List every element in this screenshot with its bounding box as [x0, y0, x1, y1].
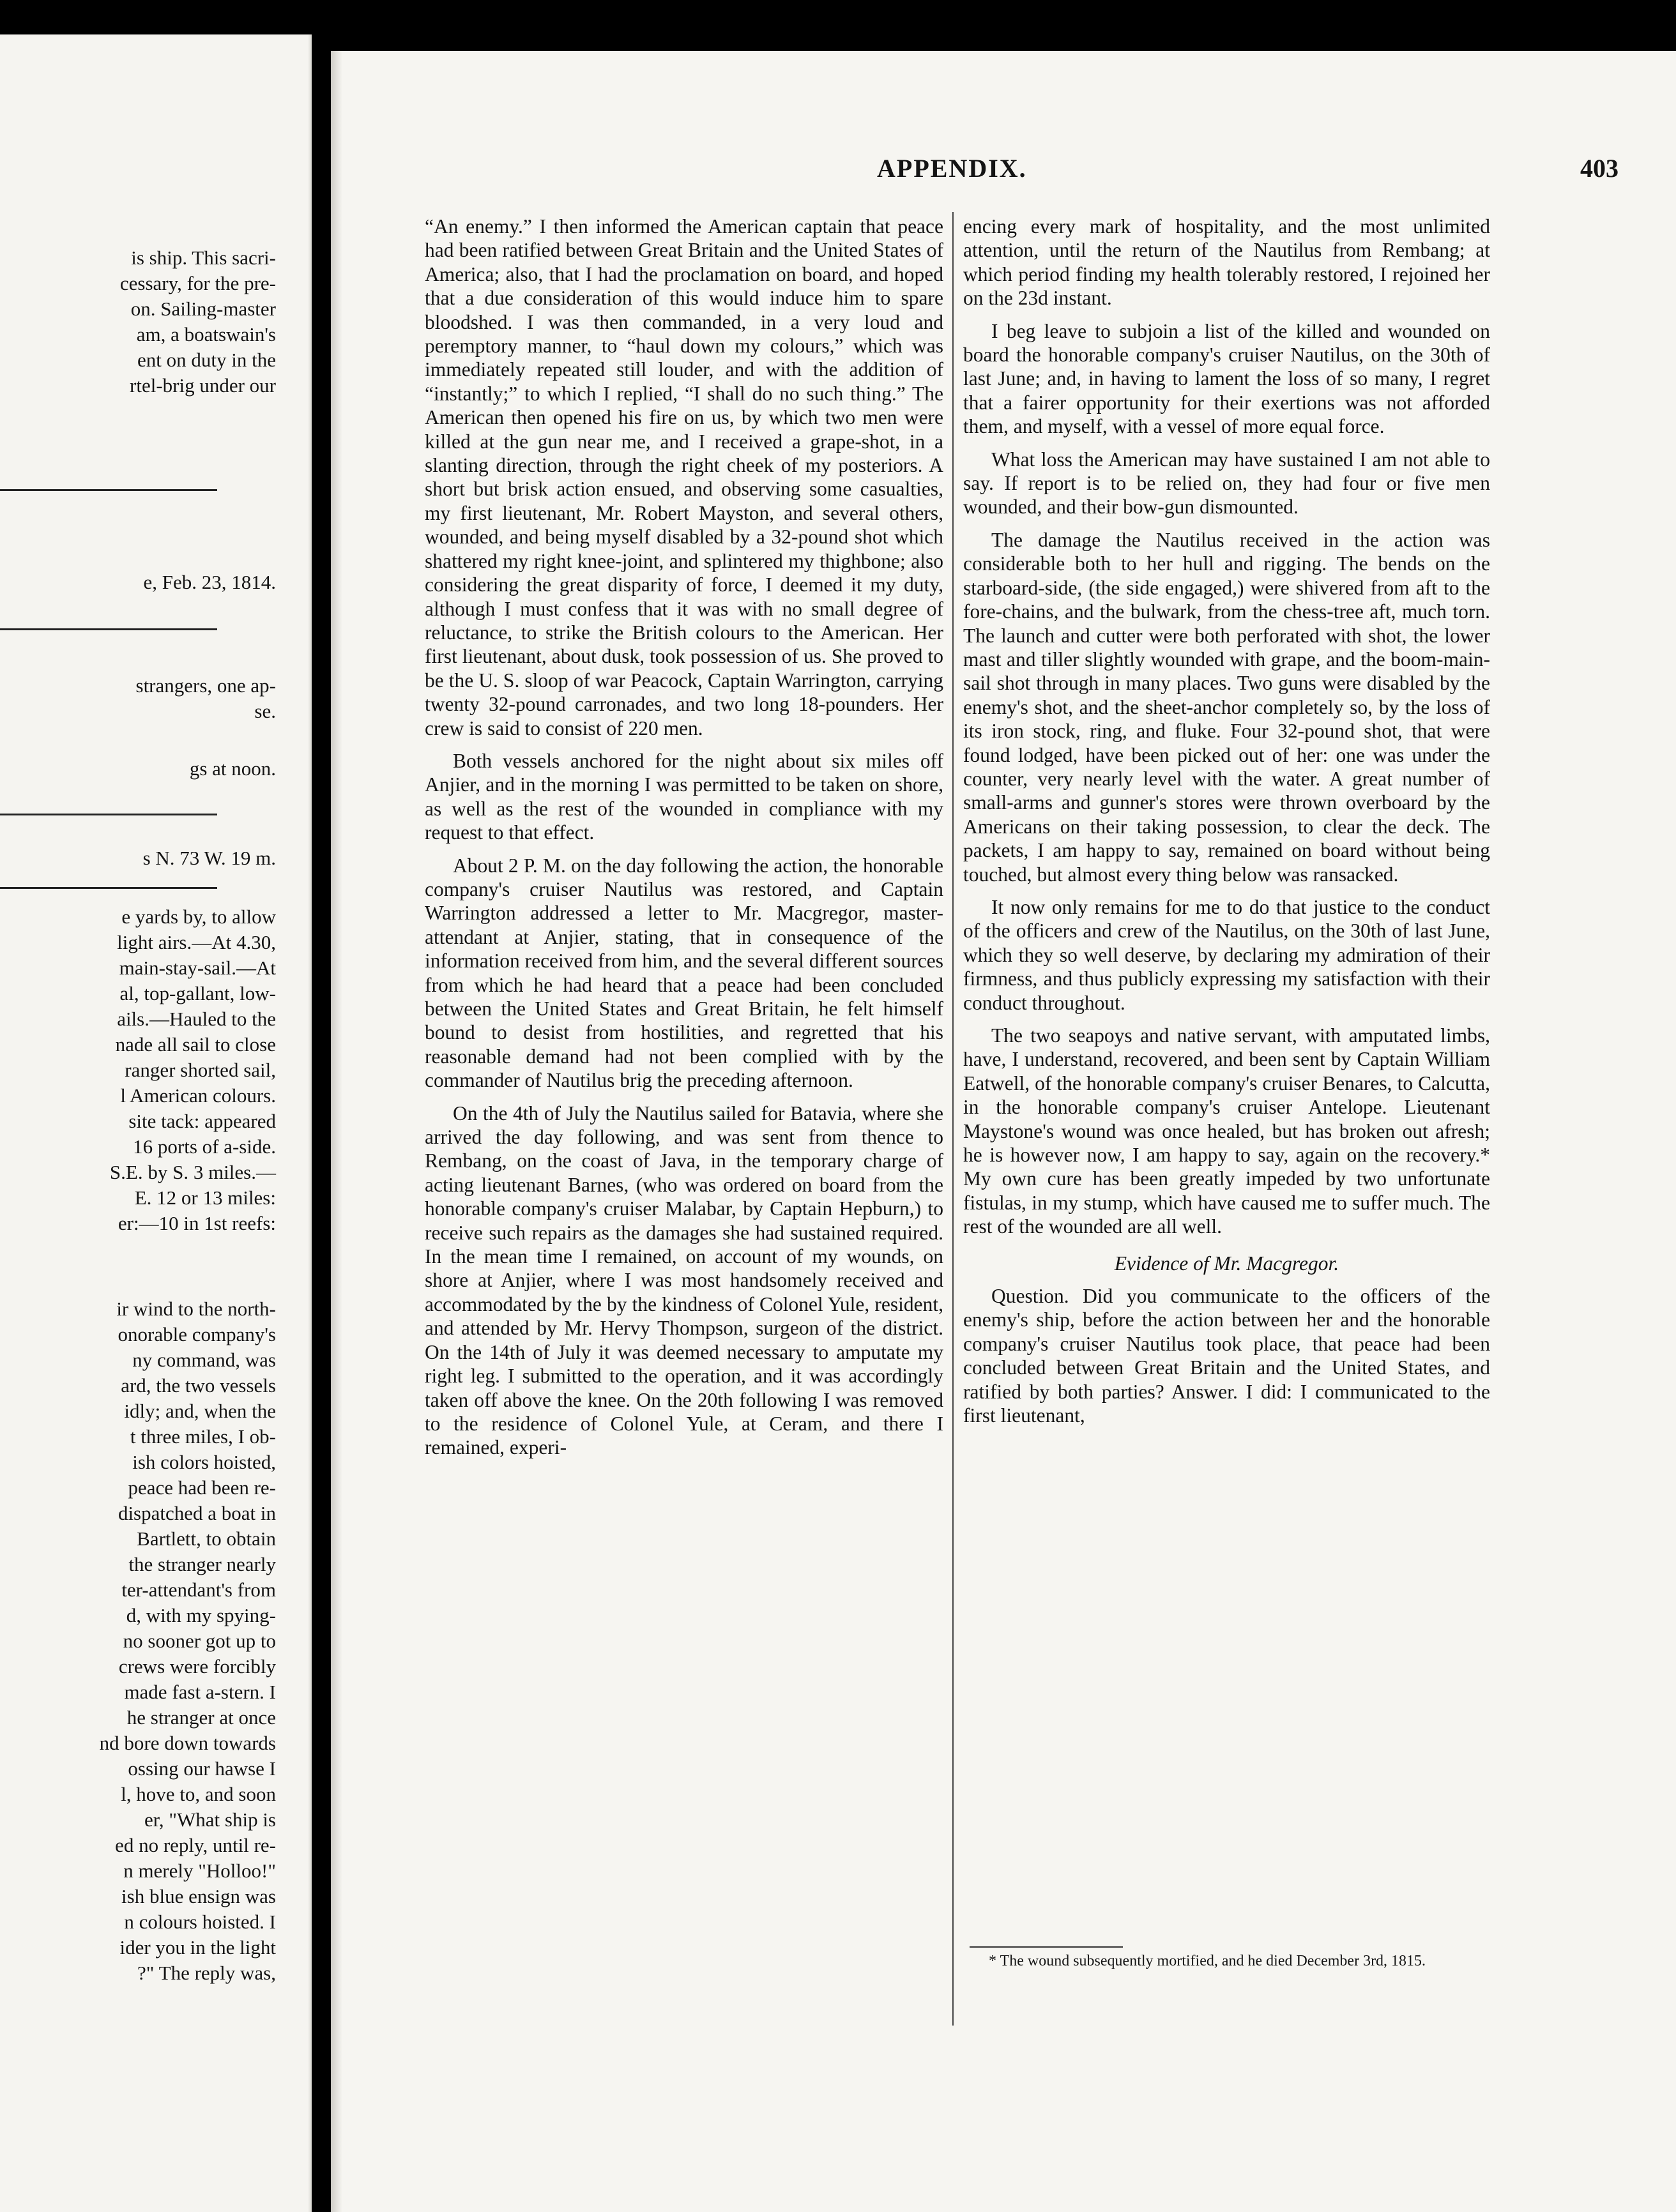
paragraph: It now only remains for me to do that justice to the conduct of the officers and crew of the Nautilus, on the 30th of last June, which they so well deserve, by declaring my admiration of their firmness, and thus publicly expressing my satisfaction with their conduct throughout. — [963, 895, 1490, 1014]
left-page-line: ter-attendant's from — [121, 1579, 276, 1601]
page-header — [331, 153, 1676, 192]
left-page-line: strangers, one ap- — [135, 674, 276, 697]
left-page-line: ?" The reply was, — [137, 1962, 276, 1984]
left-page-line: er, "What ship is — [144, 1808, 276, 1831]
left-page-line: e yards by, to allow — [121, 905, 276, 928]
left-page-line: 16 ports of a-side. — [133, 1135, 276, 1158]
left-page-line: ossing our hawse I — [128, 1757, 276, 1780]
left-page-line: peace had been re- — [128, 1476, 276, 1499]
paragraph: The damage the Nautilus received in the action was considerable both to her hull and rigging. The bends on the starboard-side, (the side engaged,) were shivered from aft to the fore-chains, and the bulwark, from the chess-tree aft, much torn. The launch and cutter were both perforated with shot, the lower mast and tiller slightly wounded with grape, and the boom-main-sail shot through in many places. Two guns were disabled by the enemy's shot, and the sheet-anchor completely so, by the loss of its iron stock, ring, and fluke. Four 32-pound shot, that were found lodged, have been picked out of her: one was under the counter, very nearly level with the water. A great number of small-arms and gunner's stores were thrown overboard by the Americans on their taking possession, to clear the deck. The packets, I am happy to say, remained on board without being touched, but almost every thing below was ransacked. — [963, 528, 1490, 886]
left-page-line: t three miles, I ob- — [130, 1425, 276, 1448]
left-page-line: am, a boatswain's — [136, 323, 276, 345]
left-page-line: no sooner got up to — [123, 1630, 276, 1652]
left-page-line: the stranger nearly — [128, 1553, 276, 1575]
paragraph: Question. Did you communicate to the officers of the enemy's ship, before the action between her and the honorable company's cruiser Nautilus took place, that peace had been concluded between Great Britain and the United States, and ratified by both parties? Answer. I did: I communicated to the first lieutenant, — [963, 1285, 1490, 1427]
left-page-line: onorable company's — [118, 1323, 276, 1345]
left-page-rule — [0, 489, 217, 491]
left-page-line: ranger shorted sail, — [125, 1059, 276, 1081]
left-page-line: ish blue ensign was — [121, 1885, 276, 1907]
left-page-rule — [0, 628, 217, 630]
paragraph: The two seapoys and native servant, with amputated limbs, have, I understand, recovered, and been sent by Captain William Eatwell, of the honorable company's cruiser Benares, to Calcutta, in the honorable company's cruiser Antelope. Lieutenant Maystone's wound was once healed, but has broken out afresh; he is however now, I am happy to say, again on the recovery.* My own cure has been greatly impeded by two unfortunate fistulas, in my stump, which have caused me to suffer much. The rest of the wounded are all well. — [963, 1024, 1490, 1238]
left-page-line: al, top-gallant, low- — [119, 982, 276, 1004]
left-page-line: Bartlett, to obtain — [137, 1527, 276, 1550]
left-page-rule — [0, 887, 217, 889]
left-page-line: l, hove to, and soon — [121, 1783, 276, 1805]
spine-shadow — [331, 51, 342, 2212]
left-page-line: ard, the two vessels — [121, 1374, 276, 1397]
left-page-line: crews were forcibly — [118, 1655, 276, 1678]
right-column — [963, 215, 1490, 1437]
left-page-line: E. 12 or 13 miles: — [134, 1186, 276, 1209]
page-number: 403 — [1580, 154, 1619, 183]
column-divider — [952, 212, 954, 2026]
paragraph: What loss the American may have sustained I am not able to say. If report is to be relied on, they had four or five men wounded, and their bow-gun dismounted. — [963, 448, 1490, 519]
left-page-line: ny command, was — [132, 1349, 276, 1371]
left-page-line: nade all sail to close — [115, 1033, 276, 1056]
left-page-line: ir wind to the north- — [116, 1298, 276, 1320]
left-page-line: d, with my spying- — [126, 1604, 276, 1626]
left-page-line: gs at noon. — [189, 757, 276, 780]
paragraph: encing every mark of hospitality, and the most unlimited attention, until the return of the Nautilus from Rembang; at which period finding my health tolerably restored, I rejoined her on the 23d instant. — [963, 215, 1490, 310]
running-head: APPENDIX. — [877, 154, 1027, 183]
section-heading: Evidence of Mr. Macgregor. — [1114, 1252, 1339, 1275]
paragraph: About 2 P. M. on the day following the action, the honorable company's cruiser Nautilus was restored, and Captain Warrington addressed a letter to Mr. Macgregor, master-attendant at Anjier, stating, that in consequence of the information received from him, and the several different sources from which he had heard that a peace had been concluded between the United States and Great Britain, he felt himself bound to desist from hostilities, and regretted that his reasonable demand had not been complied with by the commander of Nautilus brig the preceding afternoon. — [425, 854, 943, 1092]
left-page-line: ider you in the light — [119, 1936, 276, 1958]
left-page-line: on. Sailing-master — [130, 298, 276, 320]
left-page-line: idly; and, when the — [124, 1400, 276, 1422]
left-page-line: nd bore down towards — [99, 1732, 276, 1754]
left-page-line: dispatched a boat in — [118, 1502, 276, 1524]
left-facing-page — [0, 34, 312, 2212]
right-page — [331, 51, 1676, 2212]
left-page-line: er:—10 in 1st reefs: — [118, 1212, 276, 1234]
left-page-line: he stranger at once — [126, 1706, 276, 1729]
left-page-line: ent on duty in the — [137, 349, 276, 371]
left-page-rule — [0, 814, 217, 815]
footnote: * The wound subsequently mortified, and he died December 3rd, 1815. — [989, 1953, 1426, 1969]
left-page-line: ed no reply, until re- — [115, 1834, 276, 1856]
paragraph: Both vessels anchored for the night about six miles off Anjier, and in the morning I was permitted to be taken on shore, as well as the rest of the wounded in compliance with my request to that effect. — [425, 749, 943, 844]
left-page-line: S.E. by S. 3 miles.— — [109, 1161, 276, 1183]
left-page-line: light airs.—At 4.30, — [117, 931, 276, 953]
left-page-line: ish colors hoisted, — [132, 1451, 276, 1473]
left-page-line: made fast a-stern. I — [124, 1681, 276, 1703]
left-page-line: site tack: appeared — [128, 1110, 276, 1132]
paragraph: I beg leave to subjoin a list of the killed and wounded on board the honorable company's cruiser Nautilus, on the 30th of last June; and, in having to lament the loss of so many, I regret that a fairer opportunity for their exertions was not afforded them, and myself, with a vessel of more equal force. — [963, 319, 1490, 438]
left-page-line: s N. 73 W. 19 m. — [142, 847, 276, 869]
footnote-rule — [970, 1946, 1123, 1948]
left-column — [425, 215, 943, 1469]
left-page-line: se. — [254, 700, 276, 722]
left-page-line: e, Feb. 23, 1814. — [143, 571, 276, 593]
left-page-line: is ship. This sacri- — [131, 246, 276, 269]
left-page-line: ails.—Hauled to the — [117, 1008, 276, 1030]
left-page-line: rtel-brig under our — [130, 374, 276, 397]
left-page-line: cessary, for the pre- — [119, 272, 276, 294]
paragraph: On the 4th of July the Nautilus sailed for Batavia, where she arrived the day following, and was sent from thence to Rembang, on the coast of Java, in the temporary charge of acting lieutenant Barnes, (who was ordered on board from the honorable company's cruiser Malabar, by Captain Hepburn,) to receive such repairs as the damages she had sustained required. In the mean time I remained, on account of my wounds, on shore at Anjier, where I was most handsomely received and accommodated by the by the kindness of Colonel Yule, resident, and attended by Mr. Hervy Thompson, surgeon of the district. On the 14th of July it was deemed necessary to amputate my right leg. I submitted to the operation, and it was accordingly taken off above the knee. On the 20th following I was removed to the residence of Colonel Yule, at Ceram, and there I remained, experi- — [425, 1102, 943, 1459]
left-page-line: n colours hoisted. I — [124, 1911, 276, 1933]
left-page-line: main-stay-sail.—At — [119, 957, 276, 979]
left-page-line: l American colours. — [120, 1084, 276, 1107]
left-page-line: n merely "Holloo!" — [123, 1860, 276, 1882]
paragraph: “An enemy.” I then informed the American captain that peace had been ratified between Great Britain and the United States of America; also, that I had the proclamation on board, and hoped that a due consideration of this would induce him to spare bloodshed. I was then commanded, in a very loud and peremptory manner, to “haul down my colours,” which was immediately repeated still louder, and with the addition of “instantly;” to which I replied, “I shall do no such thing.” The American then opened his fire on us, by which two men were killed at the gun near me, and I received a grape-shot, in a slanting direction, through the right cheek of my posteriors. A short but brisk action ensued, and observing some casualties, my first lieutenant, Mr. Robert Mayston, and several others, wounded, and being myself disabled by a 32-pound shot which shattered my right knee-joint, and splintered my thighbone; also considering the great disparity of force, I deemed it my duty, although I must confess that it was with no small degree of reluctance, to strike the British colours to the American. Her first lieutenant, about dusk, took possession of us. She proved to be the U. S. sloop of war Peacock, Captain Warrington, carrying twenty 32-pound carronades, and two long 18-pounders. Her crew is said to consist of 220 men. — [425, 215, 943, 739]
gutter-shadow — [308, 34, 312, 2212]
